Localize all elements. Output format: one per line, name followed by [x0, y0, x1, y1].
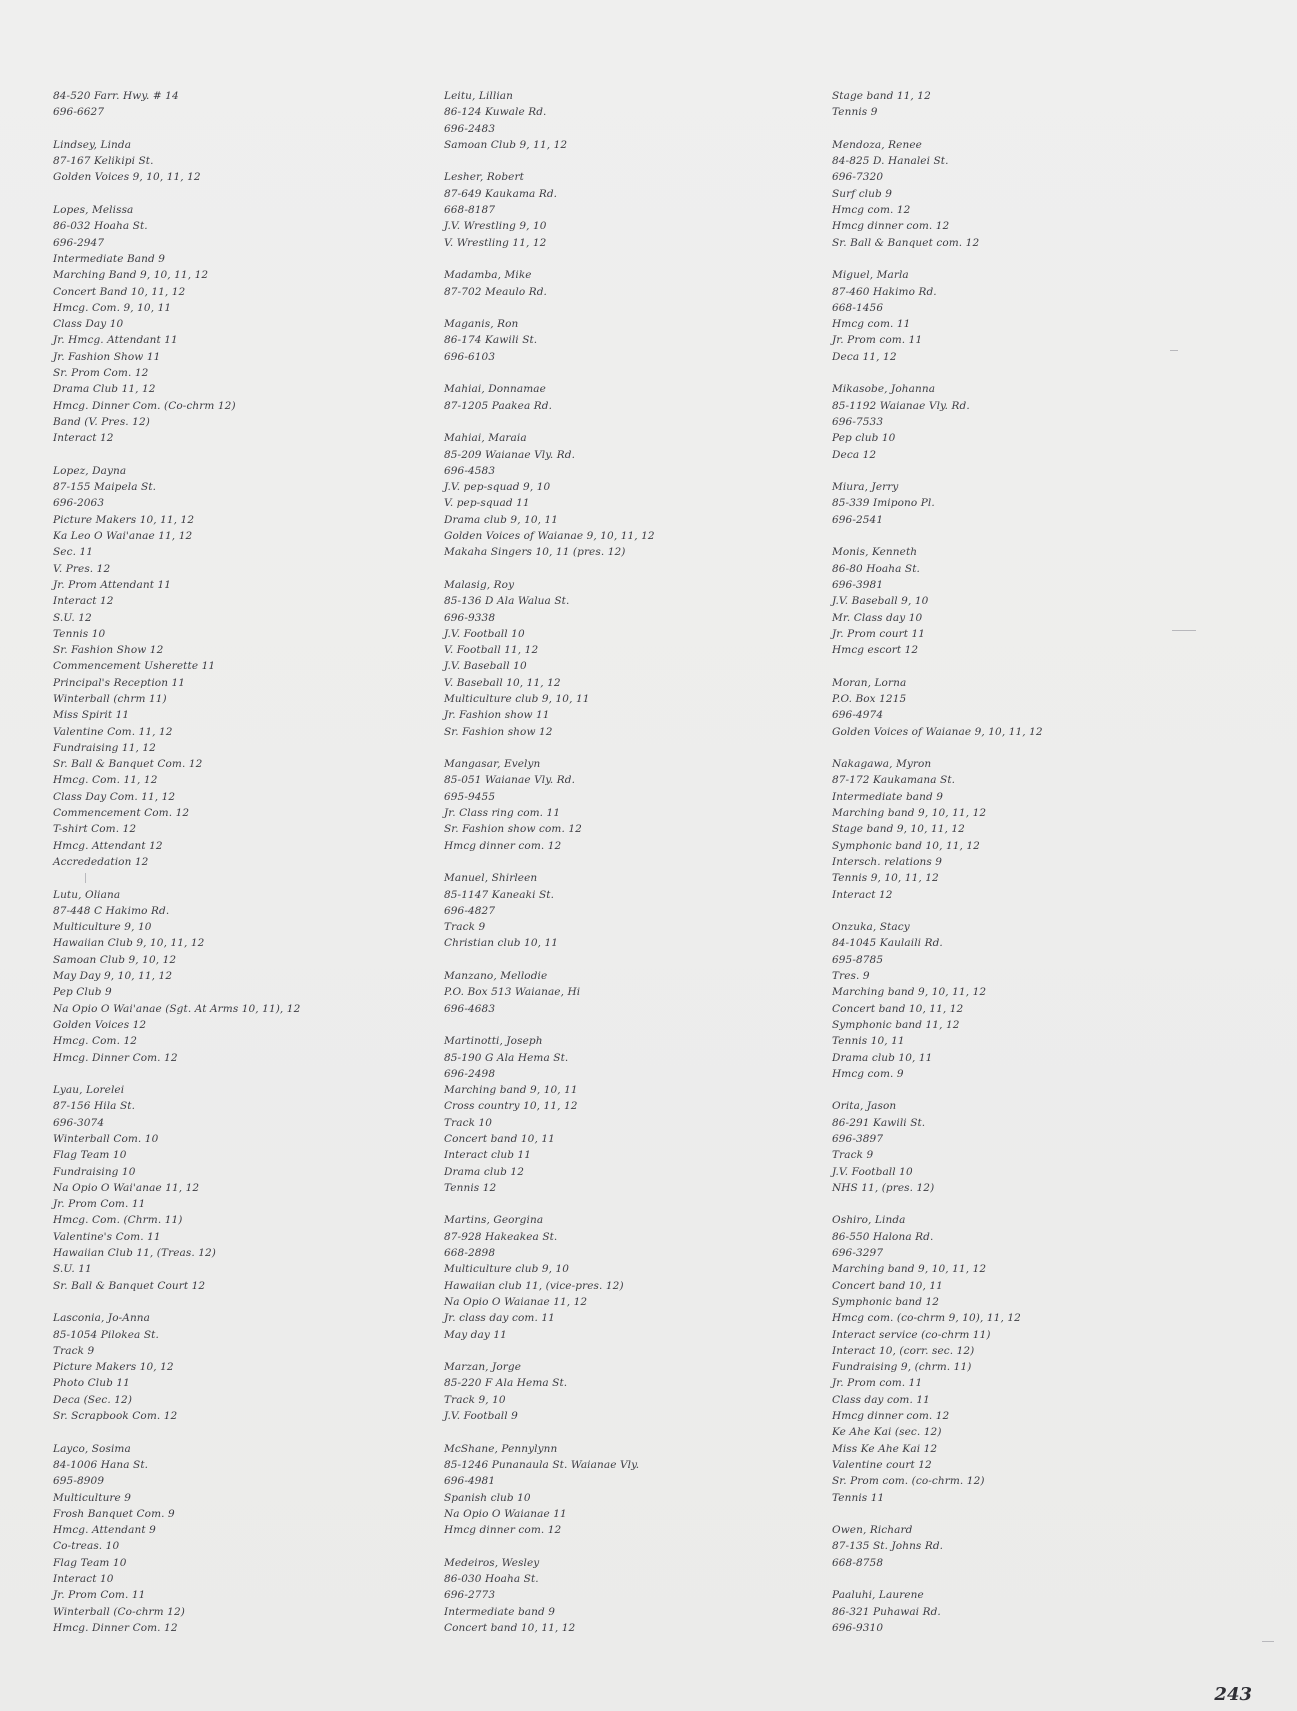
entry-line: Intermediate band 9 [832, 790, 944, 803]
entry-heading: Owen, Richard [832, 1524, 913, 1537]
entry-heading: Miura, Jerry [832, 481, 899, 494]
entry-line: 85-051 Waianae Vly. Rd. [444, 774, 576, 787]
entry-heading: McShane, Pennylynn [444, 1442, 558, 1455]
entry-line: Photo Club 11 [53, 1377, 130, 1390]
page-number: 243 [1214, 1684, 1252, 1705]
entry-line: 86-032 Hoaha St. [53, 220, 148, 233]
entry-heading: Lopez, Dayna [53, 464, 127, 477]
directory-entry [53, 1441, 413, 1637]
directory-entry [444, 316, 804, 365]
directory-entry [444, 1555, 804, 1636]
directory-entry [53, 88, 413, 121]
entry-line: 696-6103 [444, 350, 496, 363]
entry-line: Hmcg com. 11 [832, 318, 911, 331]
entry-line: Sr. Ball & Banquet com. 12 [832, 236, 980, 249]
entry-line: 695-8909 [53, 1475, 105, 1488]
entry-heading: Manuel, Shirleen [444, 872, 538, 885]
entry-line: 696-3074 [53, 1116, 105, 1129]
entry-line: May Day 9, 10, 11, 12 [53, 970, 173, 983]
entry-line: 696-7320 [832, 171, 884, 184]
entry-line: Marching Band 9, 10, 11, 12 [53, 269, 209, 282]
entry-line: Flag Team 10 [53, 1149, 127, 1162]
entry-line: 668-8187 [444, 204, 496, 217]
entry-line: Fundraising 11, 12 [53, 741, 156, 754]
entry-line: 84-1006 Hana St. [53, 1458, 149, 1471]
entry-line: V. Pres. 12 [53, 562, 111, 575]
directory-entry [832, 1212, 1232, 1505]
entry-line: Concert band 10, 11, 12 [832, 1002, 964, 1015]
entry-heading: Marzan, Jorge [444, 1361, 522, 1374]
directory-entry [832, 137, 1232, 251]
entry-line: Symphonic band 12 [832, 1295, 940, 1308]
entry-heading: Leitu, Lillian [444, 90, 514, 102]
entry-line: Frosh Banquet Com. 9 [53, 1507, 175, 1520]
entry-line: Mr. Class day 10 [832, 611, 923, 624]
entry-line: Class day com. 11 [832, 1393, 930, 1406]
entry-line: Na Opio O Wai'anae 11, 12 [53, 1181, 200, 1194]
entry-line: Hmcg. Dinner Com. 12 [53, 1621, 178, 1634]
entry-line: Hmcg dinner com. 12 [832, 1410, 950, 1423]
entry-line: 84-825 D. Hanalei St. [832, 155, 949, 168]
entry-line: 696-2541 [832, 513, 884, 526]
entry-line: Symphonic band 10, 11, 12 [832, 839, 980, 852]
directory-entry [832, 675, 1232, 740]
entry-line: Spanish club 10 [444, 1491, 531, 1504]
directory-entry [53, 463, 413, 870]
entry-line: Sr. Prom Com. 12 [53, 367, 149, 380]
entry-line: J.V. Baseball 10 [444, 660, 527, 673]
entry-line: Deca 11, 12 [832, 350, 897, 363]
entry-heading: Oshiro, Linda [832, 1214, 906, 1227]
entry-line: Hmcg dinner com. 12 [444, 839, 562, 852]
entry-heading: Moran, Lorna [832, 676, 907, 689]
entry-line: Valentine's Com. 11 [53, 1230, 161, 1243]
entry-heading: Lyau, Lorelei [53, 1084, 125, 1097]
entry-line: Golden Voices of Waianae 9, 10, 11, 12 [444, 530, 655, 543]
entry-line: Winterball Com. 10 [53, 1133, 159, 1145]
entry-line: 668-1456 [832, 301, 884, 314]
entry-line: NHS 11, (pres. 12) [832, 1181, 935, 1194]
entry-line: S.U. 11 [53, 1263, 92, 1276]
entry-line: Deca (Sec. 12) [53, 1393, 133, 1406]
entry-heading: Medeiros, Wesley [444, 1556, 540, 1569]
entry-line: Na Opio O Waianae 11, 12 [444, 1295, 588, 1308]
entry-line: Sr. Fashion show 12 [444, 725, 553, 738]
entry-line: 696-9338 [444, 611, 496, 624]
entry-line: Marching band 9, 10, 11, 12 [832, 807, 987, 820]
entry-line: Concert band 10, 11 [832, 1279, 943, 1292]
directory-entry [444, 88, 804, 153]
entry-line: Jr. class day com. 11 [444, 1312, 555, 1325]
entry-line: Makaha Singers 10, 11 (pres. 12) [444, 546, 626, 559]
entry-line: Interact club 11 [444, 1149, 532, 1162]
entry-line: Track 10 [444, 1116, 493, 1129]
entry-line: 696-2498 [444, 1067, 496, 1080]
entry-line: Interact service (co-chrm 11) [832, 1328, 991, 1341]
entry-heading: Orita, Jason [832, 1100, 897, 1113]
entry-line: Samoan Club 9, 10, 12 [53, 953, 177, 966]
entry-heading: Mahiai, Donnamae [444, 383, 546, 396]
entry-line: 86-321 Puhawai Rd. [832, 1605, 941, 1618]
directory-entry [53, 137, 413, 186]
entry-line: Symphonic band 11, 12 [832, 1018, 960, 1031]
entry-line: Valentine Com. 11, 12 [53, 725, 173, 738]
entry-line: Fundraising 10 [53, 1165, 136, 1178]
entry-line: J.V. Football 10 [832, 1165, 913, 1178]
entry-line: Hmcg escort 12 [832, 644, 919, 657]
entry-line: Picture Makers 10, 12 [53, 1361, 174, 1374]
entry-line: 696-2947 [53, 236, 105, 249]
entry-line: Sr. Ball & Banquet Court 12 [53, 1279, 206, 1292]
entry-line: 85-190 G Ala Hema St. [444, 1051, 569, 1064]
entry-line: Na Opio O Wai'anae (Sgt. At Arms 10, 11), 12 [53, 1002, 301, 1015]
entry-line: Samoan Club 9, 11, 12 [444, 138, 568, 151]
entry-line: 696-4583 [444, 464, 496, 477]
directory-entry [832, 1098, 1232, 1196]
entry-line: Concert band 10, 11, 12 [444, 1621, 576, 1634]
entry-line: 85-1147 Kaneaki St. [444, 888, 555, 901]
entry-line: Cross country 10, 11, 12 [444, 1100, 578, 1113]
entry-line: 85-220 F Ala Hema St. [444, 1377, 568, 1390]
entry-line: Fundraising 9, (chrm. 11) [832, 1361, 972, 1374]
directory-column-1 [53, 88, 413, 1653]
entry-line: Drama club 9, 10, 11 [444, 513, 559, 526]
entry-line: Tennis 9 [832, 106, 878, 119]
entry-line: Commencement Usherette 11 [53, 660, 216, 673]
entry-line: 87-135 St. Johns Rd. [832, 1540, 944, 1553]
entry-line: Sr. Fashion Show 12 [53, 644, 164, 657]
directory-entry [444, 381, 804, 414]
entry-line: Flag Team 10 [53, 1556, 127, 1569]
entry-line: Multiculture club 9, 10, 11 [444, 692, 590, 705]
entry-line: Picture Makers 10, 11, 12 [53, 513, 195, 526]
scan-mark [85, 873, 86, 883]
entry-line: Track 9, 10 [444, 1393, 506, 1406]
entry-line: Multiculture 9 [53, 1491, 132, 1504]
entry-line: V. Wrestling 11, 12 [444, 236, 547, 249]
entry-line: Track 9 [444, 921, 486, 934]
directory-entry [444, 1212, 804, 1342]
directory-entry [444, 870, 804, 951]
entry-line: Jr. Prom court 11 [832, 627, 926, 640]
entry-line: 696-4683 [444, 1002, 496, 1015]
entry-line: Hmcg. Com. 12 [53, 1035, 138, 1048]
entry-line: Na Opio O Waianae 11 [444, 1507, 567, 1520]
entry-line: 87-167 Kelikipi St. [53, 155, 154, 168]
entry-line: 668-8758 [832, 1556, 884, 1569]
entry-line: Pep club 10 [832, 432, 896, 445]
entry-line: Jr. Prom Attendant 11 [53, 578, 172, 591]
entry-line: Commencement Com. 12 [53, 807, 190, 820]
entry-heading: Malasig, Roy [444, 578, 515, 591]
entry-line: Miss Ke Ahe Kai 12 [832, 1442, 938, 1455]
entry-line: Multiculture 9, 10 [53, 921, 152, 934]
entry-line: Interact 12 [53, 432, 114, 445]
entry-line: 87-172 Kaukamana St. [832, 774, 956, 787]
entry-line: Sec. 11 [53, 546, 94, 559]
entry-line: Drama club 12 [444, 1165, 524, 1178]
entry-line: Jr. Fashion Show 11 [53, 350, 161, 363]
directory-entry [444, 430, 804, 560]
entry-line: Deca 12 [832, 448, 877, 461]
directory-entry [832, 479, 1232, 528]
entry-line: Class Day Com. 11, 12 [53, 790, 176, 803]
entry-line: Tennis 10, 11 [832, 1035, 905, 1048]
entry-line: 85-1246 Punanaula St. Waianae Vly. [444, 1458, 640, 1471]
entry-line: S.U. 12 [53, 611, 92, 624]
entry-line: Sr. Fashion show com. 12 [444, 823, 582, 836]
entry-heading: Monis, Kenneth [832, 546, 918, 559]
entry-line: Drama Club 11, 12 [53, 383, 156, 396]
entry-line: Ke Ahe Kai (sec. 12) [832, 1426, 942, 1439]
entry-line: 85-339 Imipono Pl. [832, 497, 935, 510]
entry-line: 86-174 Kawili St. [444, 334, 538, 347]
entry-heading: Miguel, Marla [832, 269, 909, 282]
entry-line: Jr. Fashion show 11 [444, 709, 550, 722]
entry-line: Marching band 9, 10, 11, 12 [832, 1263, 987, 1276]
entry-line: T-shirt Com. 12 [53, 823, 137, 836]
directory-entry [832, 1522, 1232, 1571]
entry-line: 87-649 Kaukama Rd. [444, 187, 558, 200]
directory-entry [53, 1082, 413, 1294]
directory-entry [53, 1310, 413, 1424]
entry-line: 87-155 Maipela St. [53, 481, 157, 494]
directory-entry [53, 887, 413, 1066]
entry-heading: Mahiai, Maraia [444, 432, 527, 445]
entry-line: Jr. Prom com. 11 [832, 1377, 923, 1390]
entry-line: Track 9 [832, 1149, 874, 1162]
entry-heading: Mikasobe, Johanna [832, 383, 936, 396]
entry-line: Hawaiian Club 11, (Treas. 12) [53, 1247, 217, 1260]
entry-line: Golden Voices of Waianae 9, 10, 11, 12 [832, 725, 1043, 738]
entry-line: Hmcg dinner com. 12 [832, 220, 950, 233]
entry-line: 85-1192 Waianae Vly. Rd. [832, 399, 970, 412]
entry-line: Marching band 9, 10, 11, 12 [832, 986, 987, 999]
entry-line: J.V. pep-squad 9, 10 [444, 481, 551, 494]
entry-line: 86-550 Halona Rd. [832, 1230, 934, 1243]
entry-line: 87-928 Hakeakea St. [444, 1230, 558, 1243]
entry-heading: Martinotti, Joseph [444, 1035, 543, 1048]
entry-line: Intermediate Band 9 [53, 252, 166, 265]
directory-entry [832, 88, 1232, 121]
entry-line: 696-7533 [832, 415, 884, 428]
directory-entry [444, 169, 804, 250]
entry-line: Drama club 10, 11 [832, 1051, 933, 1064]
entry-line: Surf club 9 [832, 187, 893, 200]
entry-line: Band (V. Pres. 12) [53, 415, 150, 428]
entry-line: 695-8785 [832, 953, 884, 966]
entry-heading: Stage band 11, 12 [832, 90, 931, 102]
entry-heading: Lesher, Robert [444, 171, 524, 184]
entry-heading: Nakagawa, Myron [832, 758, 932, 771]
entry-line: Tennis 9, 10, 11, 12 [832, 872, 939, 885]
directory-column-2 [444, 88, 804, 1653]
directory-entry [444, 1033, 804, 1196]
entry-line: 696-4974 [832, 709, 884, 722]
entry-line: Concert Band 10, 11, 12 [53, 285, 186, 298]
entry-heading: Manzano, Mellodie [444, 970, 548, 983]
entry-line: Hmcg. Com. 11, 12 [53, 774, 158, 787]
scan-mark [1262, 1641, 1274, 1642]
entry-line: 696-9310 [832, 1621, 884, 1634]
directory-entry [832, 756, 1232, 903]
directory-entry [832, 381, 1232, 462]
entry-line: Valentine court 12 [832, 1458, 932, 1471]
entry-heading: Martins, Georgina [444, 1214, 544, 1227]
entry-line: 87-448 C Hakimo Rd. [53, 904, 170, 917]
entry-line: Hmcg com. 9 [832, 1067, 904, 1080]
entry-line: Class Day 10 [53, 318, 124, 331]
directory-entry [444, 267, 804, 300]
directory-entry [53, 202, 413, 446]
entry-line: 85-136 D Ala Walua St. [444, 595, 570, 608]
entry-line: Stage band 9, 10, 11, 12 [832, 823, 965, 836]
directory-entry [444, 577, 804, 740]
scan-mark [1170, 350, 1178, 351]
entry-line: Pep Club 9 [53, 986, 112, 999]
entry-line: 668-2898 [444, 1247, 496, 1260]
entry-line: Hmcg com. 12 [832, 204, 911, 217]
entry-line: Golden Voices 9, 10, 11, 12 [53, 171, 201, 184]
entry-line: Multiculture club 9, 10 [444, 1263, 570, 1276]
entry-line: 87-702 Meaulo Rd. [444, 285, 547, 298]
entry-line: 87-460 Hakimo Rd. [832, 285, 937, 298]
entry-line: Hawaiian Club 9, 10, 11, 12 [53, 937, 205, 950]
entry-heading: Onzuka, Stacy [832, 921, 910, 934]
entry-line: Intersch. relations 9 [832, 855, 943, 868]
entry-line: Track 9 [53, 1344, 95, 1357]
directory-entry [832, 1587, 1232, 1636]
entry-line: Ka Leo O Wai'anae 11, 12 [53, 530, 193, 543]
entry-line: Christian club 10, 11 [444, 937, 559, 950]
entry-line: 87-1205 Paakea Rd. [444, 399, 553, 412]
entry-line: 696-3981 [832, 578, 884, 591]
entry-line: Interact 12 [53, 595, 114, 608]
entry-line: J.V. Football 9 [444, 1410, 518, 1423]
entry-line: 87-156 Hila St. [53, 1100, 136, 1113]
entry-line: 85-1054 Pilokea St. [53, 1328, 159, 1341]
entry-line: 85-209 Waianae Vly. Rd. [444, 448, 576, 461]
entry-heading: Layco, Sosima [53, 1442, 131, 1455]
directory-entry [444, 968, 804, 1017]
entry-heading: Madamba, Mike [444, 269, 532, 282]
entry-line: Tres. 9 [832, 970, 870, 983]
entry-line: Jr. Prom Com. 11 [53, 1589, 146, 1602]
entry-line: 86-291 Kawili St. [832, 1116, 926, 1129]
entry-line: Accrededation 12 [53, 855, 149, 868]
entry-line: 86-124 Kuwale Rd. [444, 106, 547, 119]
entry-line: Hawaiian club 11, (vice-pres. 12) [444, 1279, 624, 1292]
entry-heading: 84-520 Farr. Hwy. # 14 [53, 90, 179, 102]
entry-line: Marching band 9, 10, 11 [444, 1084, 578, 1097]
entry-heading: Maganis, Ron [444, 318, 519, 331]
entry-line: Hmcg. Dinner Com. 12 [53, 1051, 178, 1064]
entry-line: Tennis 12 [444, 1181, 497, 1194]
entry-line: 86-030 Hoaha St. [444, 1573, 539, 1586]
entry-line: 696-2483 [444, 122, 496, 135]
entry-line: Jr. Class ring com. 11 [444, 807, 561, 820]
entry-heading: Lasconia, Jo-Anna [53, 1312, 151, 1325]
entry-heading: Lutu, Oliana [53, 888, 121, 901]
directory-entry [444, 1441, 804, 1539]
entry-line: Hmcg. Dinner Com. (Co-chrm 12) [53, 399, 236, 412]
directory-entry [444, 1359, 804, 1424]
entry-line: Tennis 11 [832, 1491, 885, 1504]
entry-heading: Lindsey, Linda [53, 138, 132, 151]
entry-line: Jr. Prom com. 11 [832, 334, 923, 347]
entry-line: J.V. Football 10 [444, 627, 525, 640]
entry-line: Co-treas. 10 [53, 1540, 120, 1553]
entry-line: Hmcg com. (co-chrm 9, 10), 11, 12 [832, 1312, 1021, 1325]
directory-entry [444, 756, 804, 854]
entry-heading: Paaluhi, Laurene [832, 1589, 924, 1602]
scan-mark [1172, 630, 1196, 631]
directory-column-3 [832, 88, 1232, 1653]
entry-line: Concert band 10, 11 [444, 1133, 555, 1145]
entry-line: J.V. Baseball 9, 10 [832, 595, 929, 608]
entry-line: Hmcg. Attendant 12 [53, 839, 163, 852]
entry-line: Sr. Ball & Banquet Com. 12 [53, 758, 203, 771]
entry-heading: Mendoza, Renee [832, 138, 922, 151]
entry-line: Hmcg dinner com. 12 [444, 1524, 562, 1537]
entry-line: Intermediate band 9 [444, 1605, 556, 1618]
entry-line: Tennis 10 [53, 627, 106, 640]
entry-line: Jr. Hmcg. Attendant 11 [53, 334, 178, 347]
entry-line: V. pep-squad 11 [444, 497, 530, 510]
entry-line: 696-2773 [444, 1589, 496, 1602]
entry-line: P.O. Box 1215 [832, 692, 907, 705]
entry-line: Jr. Prom Com. 11 [53, 1198, 146, 1211]
entry-line: Miss Spirit 11 [53, 709, 130, 722]
entry-line: V. Football 11, 12 [444, 644, 539, 657]
entry-line: Principal's Reception 11 [53, 676, 186, 689]
entry-line: Hmcg. Com. 9, 10, 11 [53, 301, 172, 314]
entry-line: 86-80 Hoaha St. [832, 562, 920, 575]
entry-line: Interact 10 [53, 1573, 114, 1586]
entry-line: 696-4981 [444, 1475, 496, 1488]
entry-heading: Mangasar, Evelyn [444, 758, 541, 771]
entry-line: P.O. Box 513 Waianae, Hi [444, 986, 581, 999]
entry-line: J.V. Wrestling 9, 10 [444, 220, 547, 233]
entry-line: Interact 10, (corr. sec. 12) [832, 1344, 975, 1357]
entry-line: 696-4827 [444, 904, 496, 917]
entry-line: Sr. Prom com. (co-chrm. 12) [832, 1475, 985, 1488]
entry-line: Winterball (chrm 11) [53, 692, 167, 705]
entry-line: Winterball (Co-chrm 12) [53, 1605, 185, 1618]
entry-line: Hmcg. Com. (Chrm. 11) [53, 1214, 183, 1227]
entry-line: 695-9455 [444, 790, 496, 803]
entry-heading: Lopes, Melissa [53, 204, 134, 217]
entry-line: Sr. Scrapbook Com. 12 [53, 1410, 178, 1423]
entry-line: 696-3897 [832, 1133, 884, 1145]
directory-entry [832, 919, 1232, 1082]
entry-line: 696-3297 [832, 1247, 884, 1260]
entry-line: Hmcg. Attendant 9 [53, 1524, 156, 1537]
entry-line: 696-6627 [53, 106, 105, 119]
entry-line: 696-2063 [53, 497, 105, 510]
entry-line: 84-1045 Kaulaili Rd. [832, 937, 943, 950]
entry-line: May day 11 [444, 1328, 507, 1341]
entry-line: Interact 12 [832, 888, 893, 901]
entry-line: Golden Voices 12 [53, 1018, 147, 1031]
directory-entry [832, 544, 1232, 658]
entry-line: V. Baseball 10, 11, 12 [444, 676, 561, 689]
